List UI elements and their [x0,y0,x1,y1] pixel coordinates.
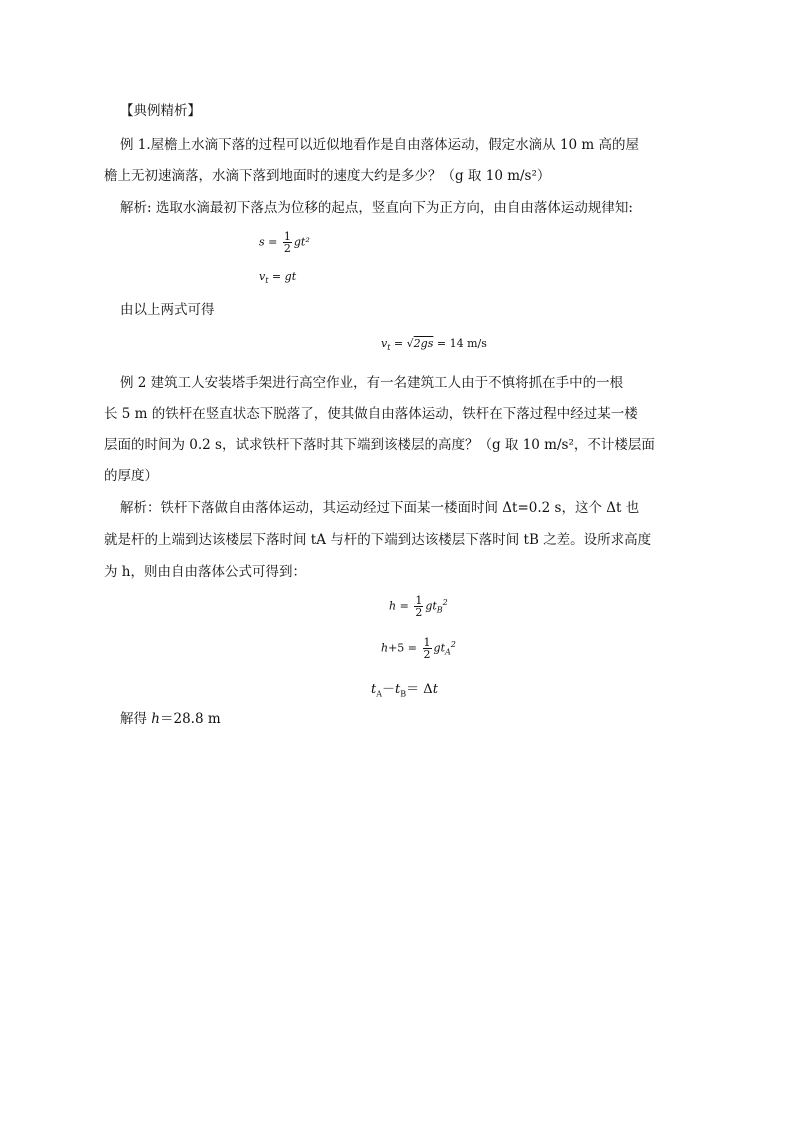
section-heading: 【典例精析】 [120,103,201,119]
equation-5: h+5 = $\frac{1}{2}$ $gt_A^2$ [381,636,456,661]
combine-text: 由以上两式可得 [120,302,215,318]
example1-line2: 檐上无初速滴落，水滴下落到地面时的速度大约是多少？（g 取 10 m/s²） [104,168,551,184]
eq1-denominator: 2 [283,242,291,255]
eq1-fraction [283,231,292,254]
equation-2: $v_t$ = gt [259,270,297,286]
equation-1: s = $\frac{1}{2}$ gt² [259,230,310,255]
eq1-numerator: 1 [283,230,291,243]
eq1-rhs: gt² [293,235,310,249]
example2-analysis-3: 为 h，则由自由落体公式可得到： [104,564,306,580]
example2-line3: 层面的时间为 0.2 s，试求铁杆下落时其下端到该楼层的高度？（g 取 10 m/s²，不计楼层面 [104,437,655,453]
result-text: 解得 h＝28.8 m [120,711,221,727]
eq1-lhs: s [259,235,265,249]
example2-analysis-1: 解析：铁杆下落做自由落体运动，其运动经过下面某一楼面时间 Δt=0.2 s，这个 Δt 也 [120,500,640,516]
example2-line4: 的厚度） [104,468,158,484]
example2-line1: 例 2 建筑工人安装塔手架进行高空作业，有一名建筑工人由于不慎将抓在手中的一根 [120,375,624,391]
equation-6: $t_A-t_B= \Delta t$ [371,682,438,699]
example2-analysis-2: 就是杆的上端到达该楼层下落时间 tA 与杆的下端到达该楼层下落时间 tB 之差。设所求高度 [104,532,652,548]
example2-line2: 长 5 m 的铁杆在竖直状态下脱落了，使其做自由落体运动，铁杆在下落过程中经过某一楼 [104,406,638,422]
example1-analysis: 解析: 选取水滴最初下落点为位移的起点，竖直向下为正方向，由自由落体运动规律知: [120,200,633,216]
example1-line1: 例 1.屋檐上水滴下落的过程可以近似地看作是自由落体运动，假定水滴从 10 m 高的屋 [120,137,640,153]
equation-4: h = $\frac{1}{2}$ $gt_B^2$ [389,594,448,619]
equation-3: $v_t = √2gs = 14$ m/s [381,337,487,353]
